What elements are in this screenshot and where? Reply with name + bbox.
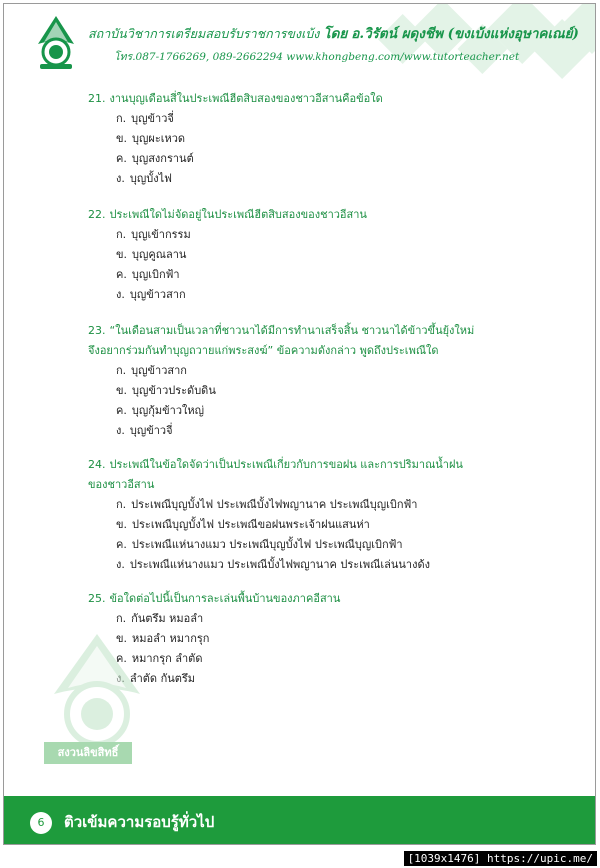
- option-c[interactable]: ค. บุญกุ้มข้าวใหญ่: [116, 404, 204, 417]
- option-b[interactable]: ข. บุญผะเหวด: [116, 132, 186, 145]
- option-d[interactable]: ลำตัด กันตรึม: [129, 672, 196, 685]
- footer-title: ติวเข้มความรอบรู้ทั่วไป: [64, 813, 215, 831]
- option-d[interactable]: ง. บุญข้าวจี่: [116, 424, 173, 437]
- option-c[interactable]: ค. บุญสงกรานต์: [116, 152, 194, 165]
- page-header: [4, 4, 595, 84]
- question-text: 21. งานบุญเดือนสี่ในประเพณีฮีตสิบสองของชาวอีสานคือข้อใด: [88, 92, 383, 105]
- option-c[interactable]: ค. ประเพณีแห่นางแมว ประเพณีบุญบั้งไฟ ประเพณีบุญเบิกฟ้า: [116, 538, 403, 551]
- option-a[interactable]: ก. กันตรึม หมอลำ: [116, 612, 204, 625]
- question-text: 22. ประเพณีใดไม่จัดอยู่ในประเพณีฮีตสิบสองของชาวอีสาน: [88, 208, 367, 221]
- option-c[interactable]: ค. บุญเบิกฟ้า: [116, 268, 180, 281]
- page-number: 6: [30, 812, 52, 834]
- question-text-line-2: ของชาวอีสาน: [88, 478, 155, 491]
- option-b[interactable]: ข. ประเพณีบุญบั้งไฟ ประเพณีขอฝนพระเจ้าฝนแสนห่า: [116, 518, 370, 531]
- question-text: 25. ข้อใดต่อไปนี้เป็นการละเล่นพื้นบ้านของภาคอีสาน: [88, 592, 341, 605]
- question-text-line-1: 23. “ในเดือนสามเป็นเวลาที่ชาวนาได้มีการทำนาเสร็จสิ้น ชาวนาได้ข้าวขึ้นยุ้งใหม่: [88, 324, 475, 337]
- option-a[interactable]: ก. บุญข้าวสาก: [116, 364, 187, 377]
- option-d[interactable]: ง. บุญบั้งไฟ: [116, 172, 172, 185]
- page: [3, 3, 596, 845]
- institute-logo: [34, 14, 78, 70]
- option-b[interactable]: ข. บุญข้าวประดับดิน: [116, 384, 216, 397]
- option-a[interactable]: ก. บุญข้าวจี่: [116, 112, 174, 125]
- option-a[interactable]: ก. ประเพณีบุญบั้งไฟ ประเพณีบั้งไฟพญานาค ประเพณีบุญเบิกฟ้า: [116, 498, 418, 511]
- option-d[interactable]: ง. ประเพณีแห่นางแมว ประเพณีบั้งไฟพญานาค ประเพณีเล่นนางด้ง: [116, 558, 430, 571]
- header-diamond-pattern: [4, 4, 595, 84]
- institute-title: สถาบันวิชาการเตรียมสอบรับราชการขงเบ้ง โดย อ.วิรัตน์ ผดุงชีพ (ขงเบ้งแห่งอุษาคเณย์): [88, 26, 579, 42]
- option-b[interactable]: ข. บุญคูณลาน: [116, 248, 187, 261]
- option-d[interactable]: ง. บุญข้าวสาก: [116, 288, 186, 301]
- option-a[interactable]: ก. บุญเข้ากรรม: [116, 228, 191, 241]
- image-host-credit: [1039x1476] https://upic.me/: [404, 851, 597, 866]
- copyright-banner: สงวนลิขสิทธิ์: [44, 742, 132, 764]
- page-footer: [4, 796, 595, 845]
- option-b[interactable]: ข. หมอลำ หมากรุก: [116, 632, 210, 645]
- contact-info: โทร.087-1766269, 089-2662294 www.khongbeng.com/www.tutorteacher.net: [114, 51, 520, 63]
- question-text-line-1: 24. ประเพณีในข้อใดจัดว่าเป็นประเพณีเกี่ยวกับการขอฝน และการปริมาณน้ำฝน: [88, 458, 463, 471]
- question-text-line-2: จึงอยากร่วมกันทำบุญถวายแก่พระสงฆ์” ข้อความดังกล่าว พูดถึงประเพณีใด: [88, 344, 439, 357]
- option-c[interactable]: ค. หมากรุก ลำตัด: [116, 652, 203, 665]
